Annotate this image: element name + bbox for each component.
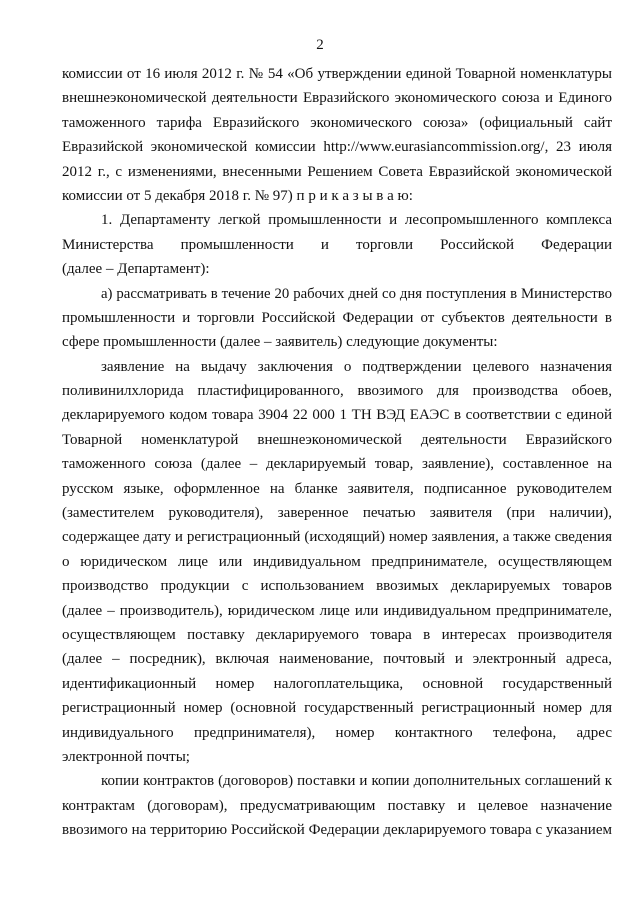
text-line: электронной почты; xyxy=(62,748,190,765)
text-line: 1. Департаменту легкой промышленности и лесопромышленного комплекса xyxy=(101,212,612,229)
text-line: промышленности и торговли Российской Федерации от субъектов деятельности в xyxy=(62,309,612,326)
page-number: 2 xyxy=(316,37,324,53)
text-line: (далее – Департамент): xyxy=(62,261,210,278)
text-line: регистрационный номер (основной государственный регистрационный номер для xyxy=(62,700,612,717)
text-line: идентификационный номер налогоплательщика, основной государственный xyxy=(62,675,612,692)
text-line: (далее – производитель), юридическом лице или индивидуальном предпринимателе, xyxy=(62,602,612,619)
text-line: поливинилхлорида пластифицированного, ввозимого для производства обоев, xyxy=(62,383,612,400)
text-line: сфере промышленности (далее – заявитель) следующие документы: xyxy=(62,334,498,351)
text-line: контрактам (договорам), предусматривающим поставку и целевое назначение xyxy=(62,797,612,814)
text-line: таможенного тарифа Евразийского экономического союза» (официальный сайт xyxy=(62,114,612,131)
text-line: таможенного союза (далее – декларируемый товар, заявление), составленное на xyxy=(62,456,612,473)
text-line: содержащее дату и регистрационный (исходящий) номер заявления, а также сведения xyxy=(62,529,612,546)
text-line: о юридическом лице или индивидуальном предпринимателе, осуществляющем xyxy=(62,553,612,570)
text-line: внешнеэкономической деятельности Евразийского экономического союза и Единого xyxy=(62,90,612,107)
text-line: (далее – посредник), включая наименование, почтовый и электронный адреса, xyxy=(62,651,612,668)
text-line: заявление на выдачу заключения о подтверждении целевого назначения xyxy=(101,358,612,375)
text-line: осуществляющем поставку декларируемого товара в интересах производителя xyxy=(62,626,612,643)
text-line: Товарной номенклатурой внешнеэкономической деятельности Евразийского xyxy=(62,431,612,448)
text-line: комиссии от 5 декабря 2018 г. № 97) п р и к а з ы в а ю: xyxy=(62,187,413,204)
text-line: декларируемого кодом товара 3904 22 000 1 ТН ВЭД ЕАЭС в соответствии с единой xyxy=(62,407,612,424)
text-line: а) рассматривать в течение 20 рабочих дней со дня поступления в Министерство xyxy=(101,285,612,302)
text-line: комиссии от 16 июля 2012 г. № 54 «Об утверждении единой Товарной номенклатуры xyxy=(62,66,612,82)
text-line: русском языке, оформленное на бланке заявителя, подписанное руководителем xyxy=(62,480,612,497)
text-line: индивидуального предпринимателя), номер контактного телефона, адрес xyxy=(62,724,612,741)
text-line: Министерства промышленности и торговли Российской Федерации xyxy=(62,236,612,253)
document-body xyxy=(62,62,612,843)
text-line: Евразийской экономической комиссии http://www.eurasiancommission.org/, 23 июля xyxy=(62,139,612,156)
text-line: производство продукции с использованием ввозимых декларируемых товаров xyxy=(62,578,612,595)
text-line: копии контрактов (договоров) поставки и копии дополнительных соглашений к xyxy=(101,773,612,790)
text-line: ввозимого на территорию Российской Федерации декларируемого товара с указанием xyxy=(62,822,612,839)
text-line: (заместителем руководителя), заверенное печатью заявителя (при наличии), xyxy=(62,505,612,522)
text-line: 2012 г., с изменениями, внесенными Решением Совета Евразийской экономической xyxy=(62,163,612,180)
